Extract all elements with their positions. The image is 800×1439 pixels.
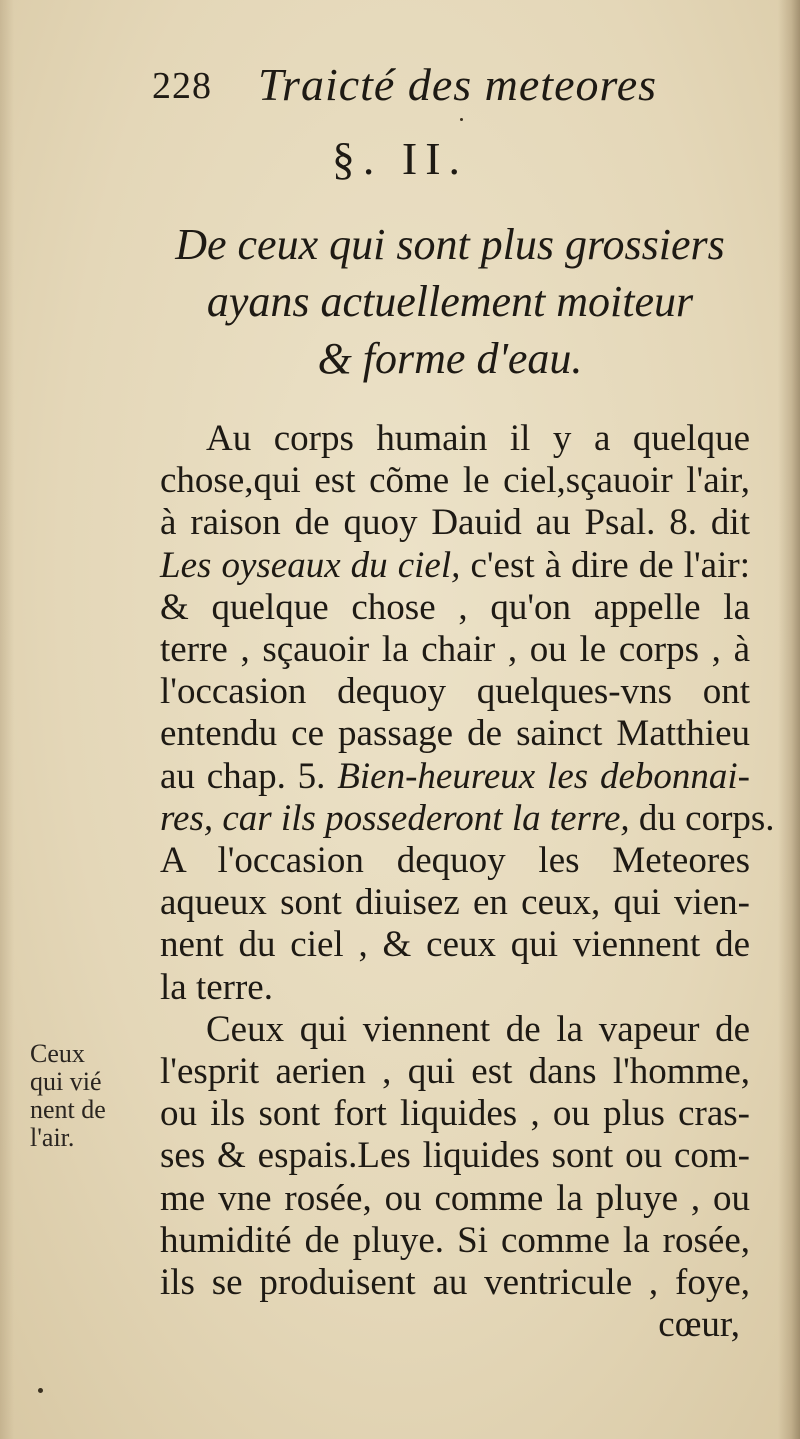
margin-note	[30, 1040, 150, 1152]
text-line: A l'occasion dequoy les Meteores	[160, 840, 750, 882]
text-line: me vne rosée, ou comme la pluye , ou	[160, 1177, 750, 1219]
ink-speck	[460, 118, 463, 121]
text-line: Au corps humain il y a quelque	[206, 418, 750, 459]
italic-quote: Les oyseaux du ciel,	[160, 544, 461, 586]
text-line: nent du ciel , & ceux qui viennent de	[160, 924, 750, 966]
text-line: ils se produisent au ventricule , foye,	[160, 1262, 750, 1304]
page-right-shadow	[778, 0, 800, 1439]
text-line: chose,qui est cõme le ciel,sçauoir l'air,	[160, 460, 750, 502]
text-line: entendu ce passage de sainct Matthieu	[160, 713, 750, 755]
text-run: au chap. 5.	[160, 755, 338, 797]
page-number: 228	[152, 65, 212, 107]
running-head	[148, 58, 668, 118]
text-line: à raison de quoy Dauid au Psal. 8. dit	[160, 502, 750, 544]
margin-note-line: nent de	[30, 1095, 106, 1124]
text-run: du corps.	[629, 797, 775, 839]
text-line: l'esprit aerien , qui est dans l'homme,	[160, 1051, 750, 1093]
section-heading	[150, 216, 750, 387]
text-line	[160, 756, 750, 798]
text-line: la terre.	[160, 966, 273, 1008]
text-line: cœur,	[658, 1304, 740, 1346]
margin-note-line: l'air.	[30, 1123, 75, 1152]
italic-quote: Bien-heureux les debonnai-	[337, 755, 750, 797]
margin-note-line: qui vié	[30, 1067, 102, 1096]
text-line: terre , sçauoir la chair , ou le corps , à	[160, 629, 750, 671]
section-number: §. II.	[331, 133, 469, 184]
heading-line: De ceux qui sont plus grossiers	[175, 220, 725, 269]
text-line: ou ils sont fort liquides , ou plus cras-	[160, 1093, 750, 1135]
body-text	[160, 418, 775, 1346]
page-left-shadow	[0, 0, 14, 1439]
text-line: aqueux sont diuisez en ceux, qui vien-	[160, 882, 750, 924]
text-line: humidité de pluye. Si comme la rosée,	[160, 1219, 750, 1261]
italic-quote: res, car ils possederont la terre,	[160, 797, 630, 839]
margin-note-line: Ceux	[30, 1039, 85, 1068]
text-line: ses & espais.Les liquides sont ou com-	[160, 1135, 750, 1177]
text-run: c'est à dire de l'air:	[460, 544, 750, 586]
text-line: & quelque chose , qu'on appelle la	[160, 586, 750, 628]
heading-line: & forme d'eau.	[317, 334, 583, 383]
heading-line: ayans actuellement moiteur	[206, 277, 694, 326]
running-title: Traicté des meteores	[258, 59, 658, 110]
text-line: Ceux qui viennent de la vapeur de	[206, 1008, 750, 1050]
text-line: l'occasion dequoy quelques-vns ont	[160, 671, 750, 713]
text-line	[160, 797, 775, 840]
ink-speck	[38, 1388, 43, 1393]
text-line	[160, 545, 750, 587]
